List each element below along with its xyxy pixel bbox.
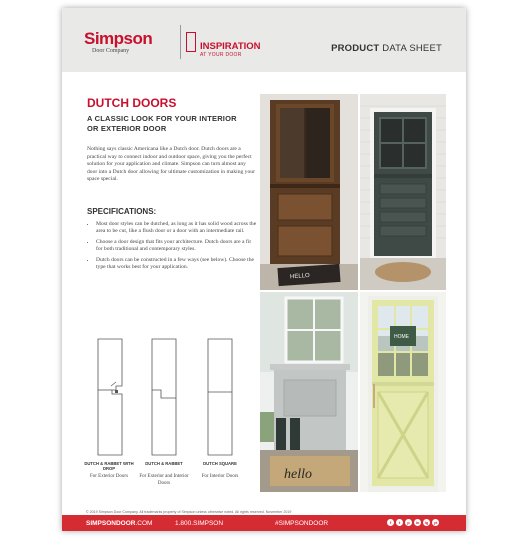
website-link[interactable] (86, 520, 152, 527)
instagram-icon[interactable]: ig (424, 520, 429, 525)
document-type (331, 43, 442, 54)
intro-paragraph: Nothing says classic Americana like a Dutch door. Dutch doors are a practical way to connect indoor and outdoor space, giving you the perfect solution for your application and climate. Simpson can turn almost any door into a Dutch door allowing for ultimate customization in making your space special. (87, 146, 255, 183)
yellow-dutch-door-photo (360, 292, 446, 492)
doormat-text: HELLO (289, 272, 310, 281)
website-rest: .COM (135, 520, 153, 527)
document-type-bold: PRODUCT (331, 43, 380, 54)
diagram-label: DUTCH SQUARE (203, 461, 237, 466)
diagram-caption: For Exterior Doors (89, 474, 129, 479)
linkedin-icon[interactable]: in (415, 520, 420, 525)
doormat-text: hello (284, 467, 312, 482)
list-item: • Most door styles can be dutched, as long as it has solid wood across the area to be cut, like a flush door or a door with an intermediate rail. (96, 221, 258, 236)
phone-number[interactable]: 1.800.SIMPSON (175, 520, 224, 527)
door-outline-icon (186, 32, 196, 52)
copyright-notice: © 2019 Simpson Door Company. All trademarks property of Simpson unless otherwise noted. All rights reserved. November 2019 (86, 510, 292, 514)
dutch-square-diagram (207, 338, 233, 456)
facebook-icon[interactable]: f (387, 519, 394, 526)
inspiration-subtitle: AT YOUR DOOR (200, 52, 242, 58)
sheet-header (62, 8, 466, 72)
pinterest-icon[interactable]: p (405, 519, 412, 526)
list-item: • Choose a door design that fits your architecture. Dutch doors are a fit for both traditional and contemporary styles. (96, 239, 258, 254)
page-title: DUTCH DOORS (87, 96, 177, 110)
inspiration-title: INSPIRATION (200, 41, 261, 52)
website-bold: SIMPSONDOOR (86, 520, 136, 527)
document-type-rest: DATA SHEET (379, 43, 442, 54)
specifications-list (88, 221, 258, 274)
simpson-logo[interactable]: Simpson (84, 29, 153, 48)
data-sheet (62, 8, 466, 531)
youtube-icon[interactable]: yt (433, 520, 438, 525)
dutch-rabbet-drop-diagram (97, 338, 123, 456)
logo-subtitle: Door Company (92, 48, 130, 54)
diagram-label: DUTCH & RABBET (145, 461, 183, 466)
diagram-label: DUTCH & RABBET WITH DROP (84, 461, 134, 471)
list-item: • Dutch doors can be constructed in a few ways (see below). Choose the type that works best for your application. (96, 257, 258, 272)
wood-dutch-door-photo (260, 94, 358, 290)
dutch-rabbet-diagram (151, 338, 177, 456)
door-sign-text: HOME (394, 334, 409, 340)
page-subtitle: A CLASSIC LOOK FOR YOUR INTERIOR OR EXTERIOR DOOR (87, 114, 237, 133)
social-icons (387, 519, 439, 526)
specifications-heading: SPECIFICATIONS: (87, 207, 157, 216)
header-divider (180, 25, 181, 59)
footer-bar (62, 515, 466, 531)
interior-dutch-door-photo (260, 292, 358, 492)
diagram-caption: For Interior Doors (201, 474, 239, 479)
diagram-caption: For Exterior and Interior Doors (139, 474, 189, 486)
twitter-icon[interactable]: t (396, 519, 403, 526)
hashtag: #SIMPSONDOOR (275, 520, 329, 527)
green-dutch-door-photo (360, 94, 446, 290)
